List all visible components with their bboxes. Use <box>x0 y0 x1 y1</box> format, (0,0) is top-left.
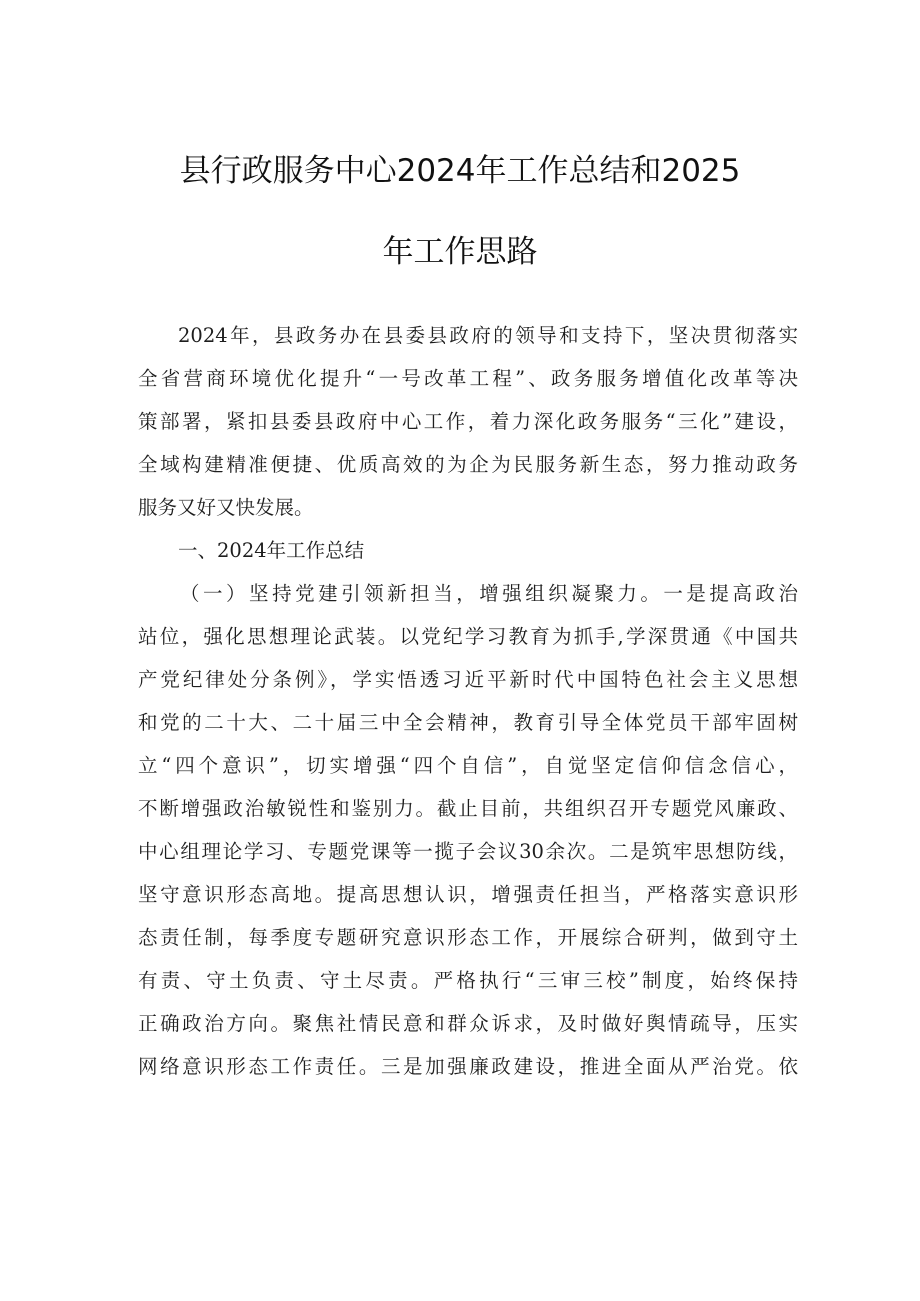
paragraph-line: 中心组理论学习、专题党课等一揽子会议30余次。二是筑牢思想防线， <box>138 840 798 863</box>
paragraph-line: 坚守意识形态高地。提高思想认识，增强责任担当，严格落实意识形 <box>138 883 798 906</box>
paragraph-line: 站位，强化思想理论武装。以党纪学习教育为抓手,学深贯通《中国共 <box>138 625 798 648</box>
paragraph-line: 立“四个意识”，切实增强“四个自信”，自觉坚定信仰信念信心， <box>138 754 798 777</box>
paragraph-intro-line: 全域构建精准便捷、优质高效的为企为民服务新生态，努力推动政务 <box>138 453 798 476</box>
paragraph-line: 正确政治方向。聚焦社情民意和群众诉求，及时做好舆情疏导，压实 <box>138 1012 798 1035</box>
section-heading: 一、2024年工作总结 <box>178 539 365 562</box>
paragraph-line: 和党的二十大、二十届三中全会精神，教育引导全体党员干部牢固树 <box>138 711 798 734</box>
paragraph-line: 产党纪律处分条例》，学实悟透习近平新时代中国特色社会主义思想 <box>138 668 798 691</box>
paragraph-line: 不断增强政治敏锐性和鉴别力。截止目前，共组织召开专题党风廉政、 <box>138 797 798 820</box>
paragraph-line: 网络意识形态工作责任。三是加强廉政建设，推进全面从严治党。依 <box>138 1055 798 1078</box>
document-title-line-1: 县行政服务中心2024年工作总结和2025 <box>179 153 741 189</box>
paragraph-line: （一）坚持党建引领新担当，增强组织凝聚力。一是提高政治 <box>180 582 798 605</box>
paragraph-line: 态责任制，每季度专题研究意识形态工作，开展综合研判，做到守土 <box>138 926 798 949</box>
paragraph-line: 有责、守土负责、守土尽责。严格执行“三审三校”制度，始终保持 <box>138 969 798 992</box>
paragraph-intro-line: 策部署，紧扣县委县政府中心工作，着力深化政务服务“三化”建设， <box>138 410 798 433</box>
paragraph-intro-line: 服务又好又快发展。 <box>138 496 314 519</box>
document-title-line-2: 年工作思路 <box>382 234 538 270</box>
paragraph-intro-line: 全省营商环境优化提升“一号改革工程”、政务服务增值化改革等决 <box>138 367 798 390</box>
paragraph-intro-line: 2024年，县政务办在县委县政府的领导和支持下，坚决贯彻落实 <box>178 324 798 347</box>
